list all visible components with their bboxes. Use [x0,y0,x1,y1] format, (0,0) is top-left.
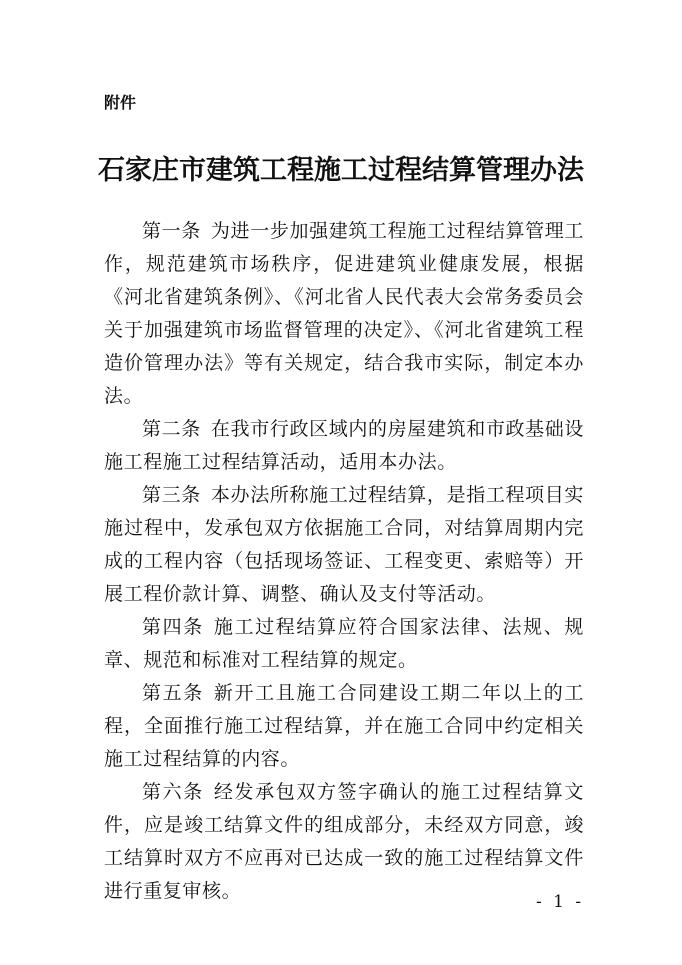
page-number: - 1 - [536,892,585,912]
article-text: 施工过程结算应符合国家法律、法规、规章、规范和标准对工程结算的规定。 [104,616,584,671]
article-number: 第一条 [142,220,201,242]
article-3 [104,479,584,611]
article-5 [104,677,584,776]
article-1 [104,215,584,413]
article-text: 本办法所称施工过程结算，是指工程项目实施过程中，发承包双方依据施工合同，对结算周期内完成的工程内容（包括现场签证、工程变更、索赔等）开展工程价款计算、调整、确认及支付等活动。 [104,484,584,605]
article-text: 经发承包双方签字确认的施工过程结算文件，应是竣工结算文件的组成部分，未经双方同意，竣工结算时双方不应再对已达成一致的施工过程结算文件进行重复审核。 [104,781,584,902]
article-number: 第五条 [142,682,204,704]
article-6 [104,776,584,908]
page-title: 石家庄市建筑工程施工过程结算管理办法 [98,155,584,186]
article-2 [104,413,584,479]
article-text: 在我市行政区域内的房屋建筑和市政基础设施工程施工过程结算活动，适用本办法。 [104,418,584,473]
document-body [104,215,584,908]
article-number: 第四条 [142,616,204,638]
article-text: 新开工且施工合同建设工期二年以上的工程，全面推行施工过程结算，并在施工合同中约定相关施工过程结算的内容。 [104,682,584,770]
article-text: 为进一步加强建筑工程施工过程结算管理工作，规范建筑市场秩序，促进建筑业健康发展，根据《河北省建筑条例》、《河北省人民代表大会常务委员会关于加强建筑市场监督管理的决定》、《河北省建筑工程造价管理办法》等有关规定，结合我市实际，制定本办法。 [104,220,584,407]
attachment-label: 附件 [104,93,137,112]
article-4 [104,611,584,677]
article-number: 第三条 [142,484,201,506]
article-number: 第二条 [142,418,201,440]
article-number: 第六条 [142,781,204,803]
